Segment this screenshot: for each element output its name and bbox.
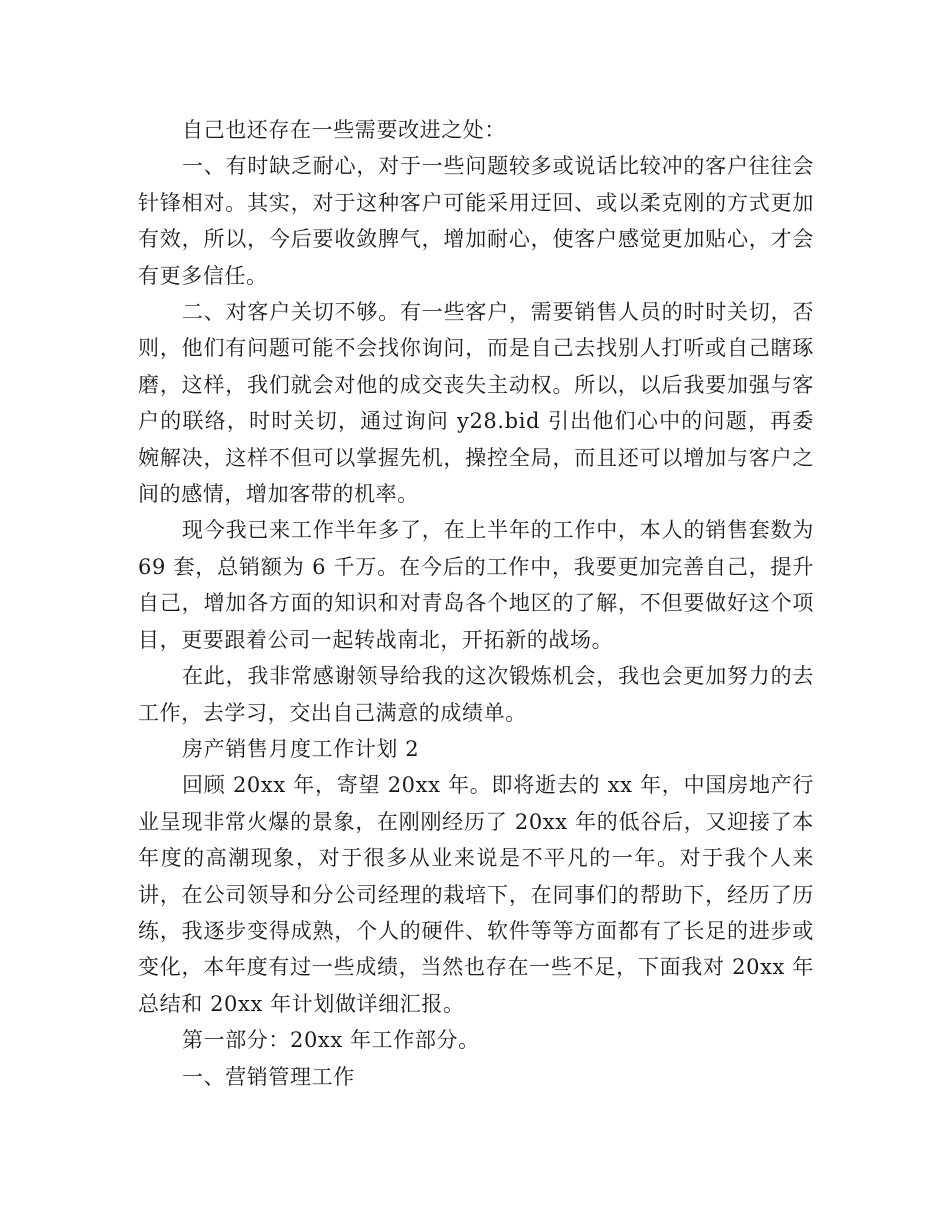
section-heading-plan-2: 房产销售月度工作计划 2 [182,736,420,761]
paragraph-half-year-summary: 现今我已来工作半年多了，在上半年的工作中，本人的销售套数为 69 套，总销额为 6 千万。在今后的工作中，我要更加完善自己，提升自己，增加各方面的知识和对青岛各个地区的了解，不但要做好这个项目，更要跟着公司一起转战南北，开拓新的战场。 [138,518,814,652]
section-heading-part-one: 第一部分：20xx 年工作部分。 [182,1028,480,1053]
paragraph-thanks: 在此，我非常感谢领导给我的这次锻炼机会，我也会更加努力的去工作，去学习，交出自己满意的成绩单。 [138,664,814,725]
document-body [138,112,814,1095]
paragraph-improvements-intro: 自己也还存在一些需要改进之处： [182,118,506,142]
section-heading-marketing-management: 一、营销管理工作 [182,1064,355,1089]
paragraph-patience: 一、有时缺乏耐心，对于一些问题较多或说话比较冲的客户往往会针锋相对。其实，对于这种客户可能采用迂回、或以柔克刚的方式更加有效，所以，今后要收敛脾气，增加耐心，使客户感觉更加贴心，才会有更多信任。 [138,154,814,288]
paragraph-customer-care: 二、对客户关切不够。有一些客户，需要销售人员的时时关切，否则，他们有问题可能不会找你询问，而是自己去找别人打听或自己瞎琢磨，这样，我们就会对他的成交丧失主动权。所以，以后我要加强与客户的联络，时时关切，通过询问 y28.bid 引出他们心中的问题，再委婉解决，这样不但可以掌握先机，操控全局，而且还可以增加与客户之间的感情，增加客带的机率。 [138,300,814,507]
paragraph-year-review: 回顾 20xx 年，寄望 20xx 年。即将逝去的 xx 年，中国房地产行业呈现非常火爆的景象，在刚刚经历了 20xx 年的低谷后，又迎接了本年度的高潮现象，对于很多从业来说是不平凡的一年。对于我个人来讲，在公司领导和分公司经理的栽培下，在同事们的帮助下，经历了历练，我逐步变得成熟，个人的硬件、软件等等方面都有了长足的进步或变化，本年度有过一些成绩，当然也存在一些不足，下面我对 20xx 年总结和 20xx 年计划做详细汇报。 [138,773,814,1016]
